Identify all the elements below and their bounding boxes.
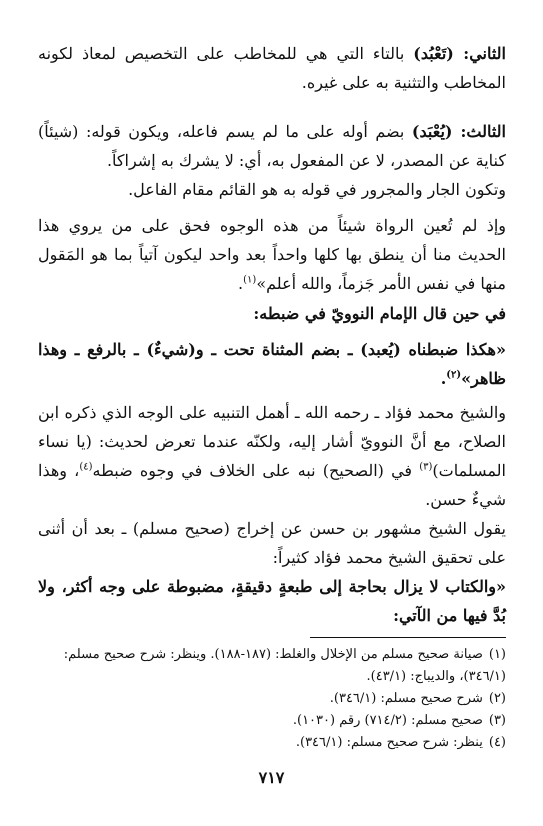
paragraph-text: وتكون الجار والمجرور في قوله به هو القائم مقام الفاعل. bbox=[128, 180, 506, 199]
paragraph-text: «والكتاب لا يزال بحاجة إلى طبعةٍ دقيقةٍ، مضبوطة على وجه أكثر، ولا بُدَّ فيها من الآتي: bbox=[38, 577, 506, 625]
footnote-ref[interactable]: (١) bbox=[243, 274, 257, 286]
paragraph-text: ، وهذا شيءٌ حسن. bbox=[38, 461, 506, 509]
footnote-item bbox=[38, 732, 506, 754]
paragraph-third-reading bbox=[38, 117, 506, 175]
footnote-number: (٣) bbox=[488, 713, 506, 728]
paragraph-text: وإذ لم تُعين الرواة شيئاً من هذه الوجوه فحق على من يروي هذا الحديث منا أن ينطق بها كلها واحداً بعد واحد ليكون آتياً بما هو المَقول منها في نفس الأمر جَزماً، والله أعلم» bbox=[38, 216, 506, 293]
footnote-text: شرح صحيح مسلم: (٣٤٦/١). bbox=[329, 691, 483, 706]
paragraph-text: «هكذا ضبطناه (يُعبد) ـ بضم المثناة تحت ـ و(شيءٌ) ـ بالرفع ـ وهذا ظاهر» bbox=[38, 340, 506, 388]
footnotes-list bbox=[38, 644, 506, 754]
paragraph-jar-majrur bbox=[38, 175, 506, 204]
footnote-ref[interactable]: (٣) bbox=[419, 461, 433, 473]
footnote-item bbox=[38, 710, 506, 732]
paragraph-lead: الثاني: (تَعْبُد) bbox=[413, 44, 507, 63]
paragraph-text: والشيخ محمد فؤاد ـ رحمه الله ـ أهمل التنبيه على الوجه الذي ذكره ابن الصلاح، مع أنَّ النوويّ أشار إليه، ولكنّه عندما تعرض لحديث: (يا نساء المسلمات) bbox=[38, 403, 506, 480]
footnote-ref[interactable]: (٢) bbox=[446, 369, 462, 381]
footnote-separator bbox=[310, 637, 506, 638]
paragraph-tail: . bbox=[238, 274, 244, 293]
footnote-text: صيانة صحيح مسلم من الإخلال والغلط: (١٨٧-١٨٨). وينظر: شرح صحيح مسلم: (٣٤٦/١)، والديباج: (٤٣/١). bbox=[63, 647, 506, 684]
paragraph-mashhur bbox=[38, 514, 506, 572]
paragraph-text: في (الصحيح) نبه على الخلاف في وجوه ضبطه bbox=[92, 461, 420, 480]
paragraph-nawawi-intro bbox=[38, 299, 506, 328]
footnote-ref[interactable]: (٤) bbox=[79, 461, 93, 473]
paragraph-second-reading bbox=[38, 39, 506, 97]
paragraph-text: يقول الشيخ مشهور بن حسن عن إخراج (صحيح مسلم) ـ بعد أن أثنى على تحقيق الشيخ محمد فؤاد كثيراً: bbox=[38, 519, 506, 567]
paragraph-fuad bbox=[38, 398, 506, 514]
footnote-number: (٤) bbox=[488, 735, 506, 750]
paragraph-text: في حين قال الإمام النوويّ في ضبطه: bbox=[253, 304, 506, 323]
page-number: ٧١٧ bbox=[258, 768, 285, 787]
footnote-text: ينظر: شرح صحيح مسلم: (٣٤٦/١). bbox=[295, 735, 483, 750]
footnote-text: صحيح مسلم: (٧١٤/٢) رقم (١٠٣٠). bbox=[292, 713, 483, 728]
paragraph-narrators bbox=[38, 211, 506, 298]
footnote-number: (٢) bbox=[488, 691, 506, 706]
footnote-number: (١) bbox=[488, 647, 506, 662]
footnote-item bbox=[38, 644, 506, 688]
footnote-item bbox=[38, 688, 506, 710]
paragraph-lead: الثالث: (يُعْبَد) bbox=[411, 122, 507, 141]
paragraph-text: بالتاء التي هي للمخاطب على التخصيص لمعاذ لكونه المخاطب والتثنية به على غيره. bbox=[38, 44, 506, 92]
paragraph-book-quote bbox=[38, 572, 506, 630]
paragraph-tail: . bbox=[440, 369, 447, 388]
paragraph-text: بضم أوله على ما لم يسم فاعله، ويكون قوله: (شيئاً) كناية عن المصدر، لا عن المفعول به، أي: لا يشرك به إشراكاً. bbox=[38, 122, 506, 170]
paragraph-nawawi-quote bbox=[38, 335, 506, 393]
